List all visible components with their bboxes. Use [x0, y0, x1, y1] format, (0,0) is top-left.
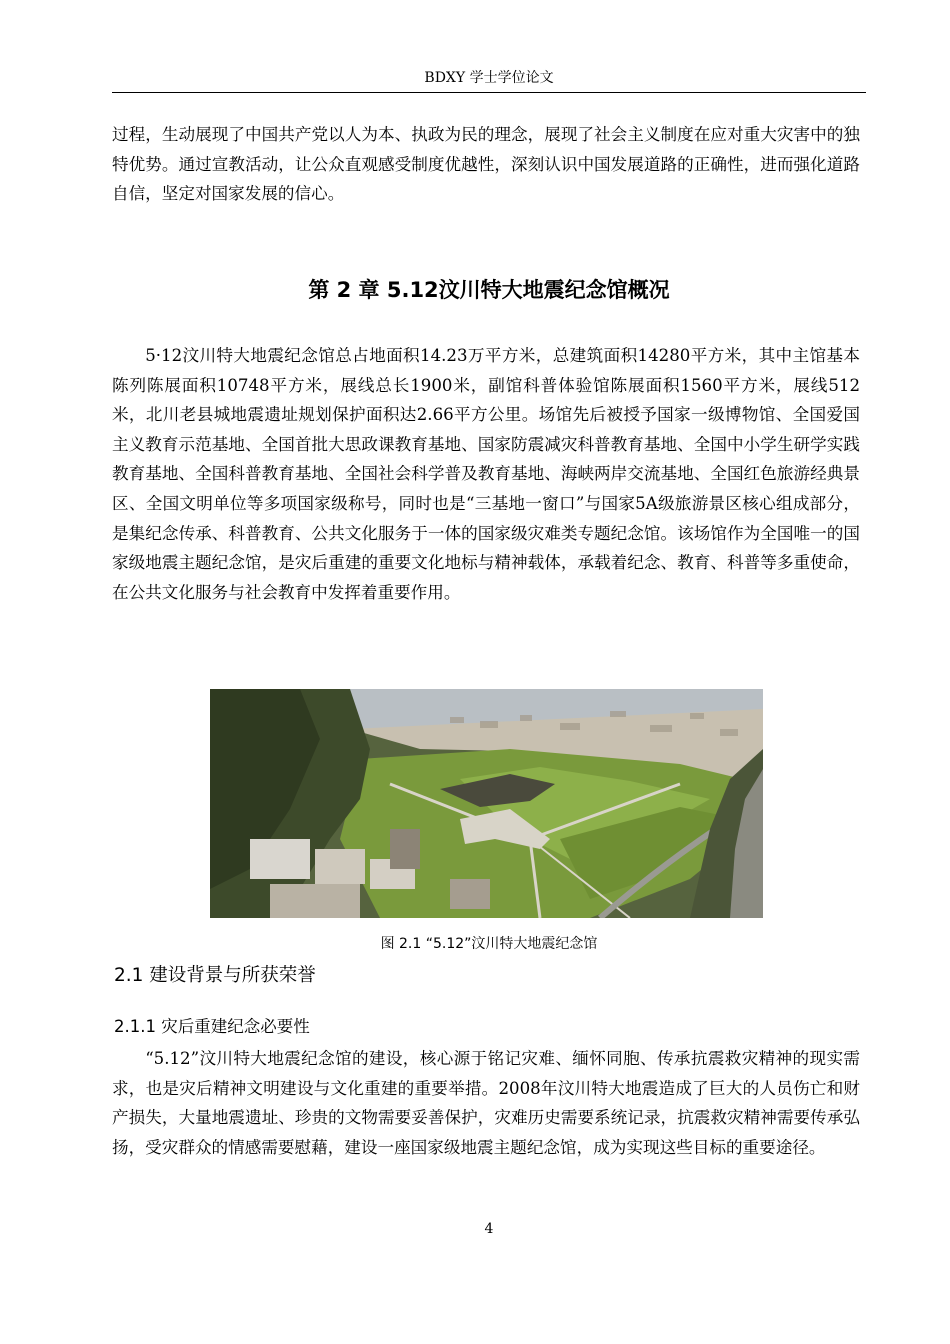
running-header: BDXY 学士学位论文	[424, 70, 554, 86]
figure-caption: 图 2.1 “5.12”汶川特大地震纪念馆	[380, 936, 598, 952]
intro-paragraph: 过程，生动展现了中国共产党以人为本、执政为民的理念，展现了社会主义制度在应对重大灾害中的独特优势。通过宣教活动，让公众直观感受制度优越性，深刻认识中国发展道路的正确性，进而强化道路自信，坚定对国家发展的信心。	[112, 125, 860, 204]
section-heading: 2.1 建设背景与所获荣誉	[114, 965, 316, 986]
memorial-aerial-photo	[210, 689, 763, 918]
chapter-overview-paragraph: 5·12汶川特大地震纪念馆总占地面积14.23万平方米，总建筑面积14280平方米，其中主馆基本陈列陈展面积10748平方米，展线总长1900米，副馆科普体验馆陈展面积1560平方米，展线512米，北川老县城地震遗址规划保护面积达2.66平方公里。场馆先后被授予国家一级博物馆、全国爱国主义教育示范基地、全国首批大思政课教育基地、国家防震减灾科普教育基地、全国中小学生研学实践教育基地、全国科普教育基地、全国社会科学普及教育基地、海峡两岸交流基地、全国红色旅游经典景区、全国文明单位等多项国家级称号，同时也是“三基地一窗口”与国家5A级旅游景区核心组成部分，是集纪念传承、科普教育、公共文化服务于一体的国家级灾难类专题纪念馆。该场馆作为全国唯一的国家级地震主题纪念馆，是灾后重建的重要文化地标与精神载体，承载着纪念、教育、科普等多重使命，在公共文化服务与社会教育中发挥着重要作用。	[112, 346, 860, 602]
header-divider	[112, 92, 866, 93]
subsection-heading: 2.1.1 灾后重建纪念必要性	[114, 1017, 310, 1036]
memorial-photo-illustration	[210, 689, 763, 918]
chapter-title: 第 2 章 5.12汶川特大地震纪念馆概况	[308, 278, 670, 302]
subsection-paragraph: “5.12”汶川特大地震纪念馆的建设，核心源于铭记灾难、缅怀同胞、传承抗震救灾精神的现实需求，也是灾后精神文明建设与文化重建的重要举措。2008年汶川特大地震造成了巨大的人员伤亡和财产损失，大量地震遗址、珍贵的文物需要妥善保护，灾难历史需要系统记录，抗震救灾精神需要传承弘扬，受灾群众的情感需要慰藉，建设一座国家级地震主题纪念馆，成为实现这些目标的重要途径。	[112, 1049, 860, 1157]
page-number: 4	[484, 1221, 494, 1237]
